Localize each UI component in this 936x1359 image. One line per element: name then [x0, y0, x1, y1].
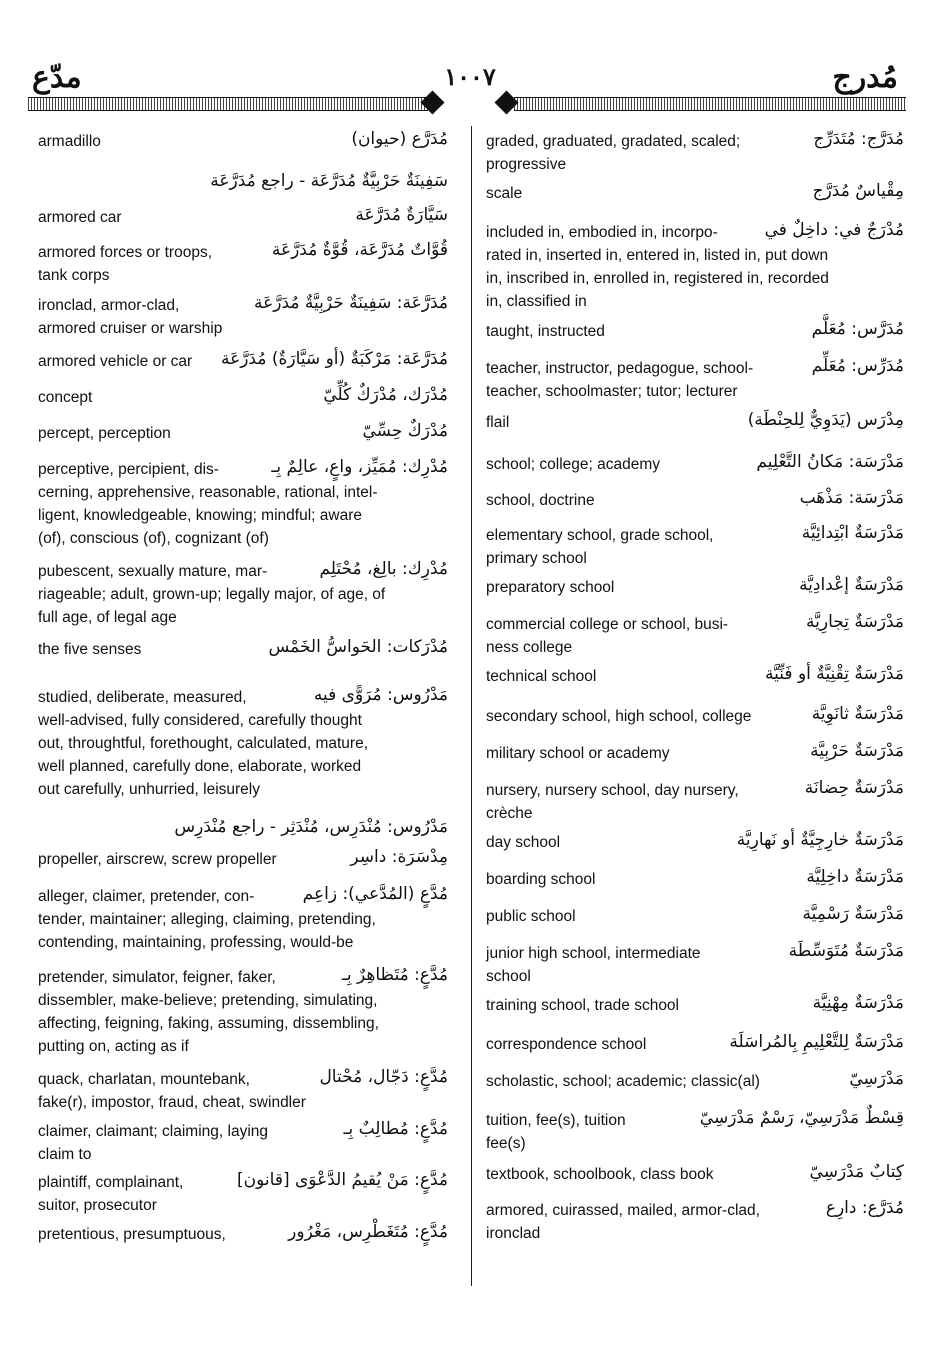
dictionary-entry [38, 1120, 448, 1166]
arabic-headword: مَدْرَسَةٌ تِجارِيَّة [802, 610, 904, 635]
rule-band-right [514, 97, 906, 111]
dictionary-entry [38, 966, 448, 1058]
dictionary-entry [486, 831, 904, 854]
guide-word-left: مدّع [32, 60, 82, 95]
english-definition: technical school [486, 668, 597, 685]
dictionary-entry [38, 386, 448, 409]
english-definition: armored, cuirassed, mailed, armor-clad, [486, 1202, 760, 1219]
english-definition: in, inscribed in, enrolled in, registered in, recorded [486, 270, 829, 287]
english-definition: ness college [486, 639, 573, 656]
arabic-headword: سَيَّارَةٌ مُدَرَّعَة [351, 203, 448, 228]
arabic-headword: مُدَّعٍ: مُتَظاهِرٌ بِـ [338, 963, 448, 988]
dictionary-entry [486, 411, 904, 434]
english-definition: scale [486, 185, 523, 202]
english-definition: pretentious, presumptuous, [38, 1226, 226, 1243]
dictionary-entry [486, 1109, 904, 1155]
arabic-headword: مَدْرَسَةٌ إعْدادِيَّة [795, 573, 904, 598]
english-definition: full age, of legal age [38, 609, 177, 626]
arabic-headword: مَدْرَسَةٌ ابْتِدائِيَّة [798, 521, 904, 546]
arabic-headword: مُدَّعٍ: مَنْ يُقيمُ الدَّعْوَى [قانون] [233, 1168, 448, 1193]
arabic-headword: مَدْرَسَة: مَذْهَب [796, 486, 904, 511]
english-definition: out, throughtful, forethought, calculated, mature, [38, 735, 369, 752]
dictionary-entry [486, 453, 904, 476]
dictionary-entry [38, 1068, 448, 1114]
arabic-headword: مَدْرَسَةٌ حِضانَة [801, 776, 904, 801]
english-definition: ligent, knowledgeable, knowing; mindful; aware [38, 507, 362, 524]
dictionary-entry [486, 1033, 904, 1056]
dictionary-entry [486, 576, 904, 599]
arabic-headword: مَدْرَسِيّ [845, 1067, 904, 1092]
arabic-headword: مُدَّعٍ: دَجّال، مُحْتال [315, 1065, 448, 1090]
dictionary-entry [486, 905, 904, 928]
dictionary-entry [38, 168, 448, 194]
english-definition: armored cruiser or warship [38, 320, 223, 337]
arabic-headword: مُدَرَّع: دارِع [822, 1196, 904, 1221]
dictionary-entry [486, 357, 904, 403]
page-header [0, 0, 936, 125]
english-definition: studied, deliberate, measured, [38, 689, 247, 706]
guide-word-right: مُدرج [832, 60, 898, 95]
dictionary-entry [486, 994, 904, 1017]
arabic-headword: مُدَّعٍ (المُدَّعي): زاعِم [299, 882, 448, 907]
arabic-headword: مَدْرَسَة: مَكانُ التَّعْلِيم [752, 450, 904, 475]
english-definition: rated in, inserted in, entered in, listed in, put down [486, 247, 829, 264]
english-definition: claimer, claimant; claiming, laying [38, 1123, 269, 1140]
arabic-headword: مِدْسَرَة: داسِر [346, 845, 448, 870]
dictionary-entry [486, 868, 904, 891]
english-definition: boarding school [486, 871, 596, 888]
dictionary-entry [486, 779, 904, 825]
arabic-headword: مُدَّعٍ: مُطالِبٌ بِـ [339, 1117, 448, 1142]
arabic-headword: مُدَرَّعَة: سَفِينَةٌ حَرْبِيَّةٌ مُدَرَّعَة [250, 291, 448, 316]
dictionary-entry [486, 524, 904, 570]
dictionary-entry [38, 350, 448, 373]
dictionary-entry [486, 942, 904, 988]
english-definition: contending, maintaining, professing, would-be [38, 934, 354, 951]
dictionary-entry [38, 458, 448, 550]
arabic-headword: مُدَرَّج: مُتَدَرِّج [809, 127, 904, 152]
english-definition: the five senses [38, 641, 142, 658]
english-definition: perceptive, percipient, dis- [38, 461, 219, 478]
english-definition: well planned, carefully done, elaborate, worked [38, 758, 362, 775]
english-definition: pubescent, sexually mature, mar- [38, 563, 268, 580]
english-definition: fake(r), impostor, fraud, cheat, swindler [38, 1094, 306, 1111]
english-definition: alleger, claimer, pretender, con- [38, 888, 255, 905]
arabic-headword: مَدْرَسَةٌ مُتَوَسِّطَة [785, 939, 904, 964]
dictionary-entry [38, 814, 448, 840]
english-definition: junior high school, intermediate [486, 945, 701, 962]
dictionary-entry [486, 130, 904, 176]
english-definition: school, doctrine [486, 492, 595, 509]
arabic-headword: مُدْرَك، مُدْرَكٌ كُلِّيّ [319, 383, 448, 408]
english-definition: out carefully, unhurried, leisurely [38, 781, 260, 798]
arabic-headword: مَدْرَسَةٌ داخِلِيَّة [802, 865, 904, 890]
dictionary-entry [38, 638, 448, 661]
dictionary-entry [486, 1163, 904, 1186]
dictionary-entry [38, 686, 448, 801]
dictionary-entry [38, 848, 448, 871]
arabic-headword: مَدْرَسَةٌ خارِجِيَّةٌ أو نَهارِيَّة [733, 828, 904, 853]
english-definition: claim to [38, 1146, 92, 1163]
arabic-headword: كِتابٌ مَدْرَسِيّ [806, 1160, 904, 1185]
dictionary-entry [38, 422, 448, 445]
arabic-headword-line: سَفِينَةٌ حَرْبِيَّةٌ مُدَرَّعَة - راجع مُدَرَّعَة [210, 171, 448, 191]
english-definition: ironclad [486, 1225, 541, 1242]
dictionary-entry [486, 489, 904, 512]
english-definition: graded, graduated, gradated, scaled; [486, 133, 741, 150]
arabic-headword: مَدْرُوس: مُرَوًّى فيه [310, 683, 448, 708]
english-definition: armored car [38, 209, 122, 226]
dictionary-entry [38, 560, 448, 629]
english-definition: secondary school, high school, college [486, 708, 752, 725]
arabic-headword: مِدْرَس (يَدَوِيٌّ لِلحِنْطَة) [744, 408, 904, 433]
arabic-headword: مَدْرَسَةٌ لِلتَّعْلِيمِ بِالمُراسَلَة [725, 1030, 904, 1055]
english-definition: armadillo [38, 133, 101, 150]
dictionary-entry [486, 320, 904, 343]
english-definition: riageable; adult, grown-up; legally major, of age, of [38, 586, 386, 603]
english-definition: elementary school, grade school, [486, 527, 714, 544]
arabic-headword: مُدْرَكات: الحَواسُّ الخَمْس [264, 635, 448, 660]
english-definition: tuition, fee(s), tuition [486, 1112, 626, 1129]
english-definition: in, classified in [486, 293, 587, 310]
english-definition: propeller, airscrew, screw propeller [38, 851, 277, 868]
arabic-headword: مُدَرَّع (حيوان) [347, 127, 448, 152]
english-definition: public school [486, 908, 576, 925]
dictionary-entry [38, 1171, 448, 1217]
english-definition: commercial college or school, busi- [486, 616, 729, 633]
english-definition: flail [486, 414, 510, 431]
arabic-headword: مُدَرِّس: مُعَلِّم [808, 354, 904, 379]
english-definition: nursery, nursery school, day nursery, [486, 782, 739, 799]
arabic-headword: مِقْياسٌ مُدَرَّج [809, 179, 904, 204]
arabic-headword: مُدْرِك: مُمَيِّز، واعٍ، عالِمٌ بِـ [267, 455, 448, 480]
dictionary-entry [486, 1070, 904, 1093]
english-definition: armored forces or troops, [38, 244, 213, 261]
english-definition: preparatory school [486, 579, 615, 596]
english-definition: well-advised, fully considered, carefully thought [38, 712, 362, 729]
arabic-headword: قُوَّاتٌ مُدَرَّعَة، قُوَّةٌ مُدَرَّعَة [268, 238, 448, 263]
english-definition: teacher, instructor, pedagogue, school- [486, 360, 754, 377]
english-definition: progressive [486, 156, 567, 173]
dictionary-entry [38, 1223, 448, 1246]
dictionary-entry [486, 742, 904, 765]
english-definition: quack, charlatan, mountebank, [38, 1071, 250, 1088]
english-definition: correspondence school [486, 1036, 647, 1053]
english-definition: putting on, acting as if [38, 1038, 189, 1055]
english-definition: affecting, feigning, faking, assuming, dissembling, [38, 1015, 379, 1032]
dictionary-entry [38, 130, 448, 153]
dictionary-entry [486, 705, 904, 728]
arabic-headword: مَدْرَسَةٌ مِهْنِيَّة [809, 991, 904, 1016]
english-definition: armored vehicle or car [38, 353, 193, 370]
english-definition: crèche [486, 805, 533, 822]
english-definition: tank corps [38, 267, 110, 284]
arabic-headword: مُدَّعٍ: مُتَغَطْرِس، مَغْرُور [284, 1220, 448, 1245]
english-definition: concept [38, 389, 93, 406]
english-definition: school; college; academy [486, 456, 661, 473]
arabic-headword: مَدْرَسَةٌ ثانَوِيَّة [808, 702, 904, 727]
dictionary-entry [38, 294, 448, 340]
arabic-headword: مُدْرِك: بالِغ، مُحْتَلِم [315, 557, 448, 582]
header-rule [28, 97, 906, 111]
dictionary-entry [486, 182, 904, 205]
english-definition: scholastic, school; academic; classic(al) [486, 1073, 760, 1090]
english-definition: ironclad, armor-clad, [38, 297, 180, 314]
dictionary-entry [486, 1199, 904, 1245]
arabic-headword: مُدَرَّس: مُعَلَّم [808, 317, 904, 342]
english-definition: included in, embodied in, incorpo- [486, 224, 718, 241]
english-definition: school [486, 968, 531, 985]
dictionary-entry [486, 665, 904, 688]
rule-band-left [28, 97, 428, 111]
english-definition: primary school [486, 550, 587, 567]
dictionary-entry [38, 206, 448, 229]
english-definition: percept, perception [38, 425, 171, 442]
english-definition: pretender, simulator, feigner, faker, [38, 969, 276, 986]
english-definition: military school or academy [486, 745, 670, 762]
arabic-headword: قِسْطٌ مَدْرَسِيّ، رَسْمٌ مَدْرَسِيّ [696, 1106, 904, 1131]
dictionary-entry [38, 885, 448, 954]
arabic-headword: مُدَرَّعَة: مَرْكَبَةٌ (أو سَيَّارَةٌ) مُدَرَّعَة [217, 347, 448, 372]
arabic-headword: مَدْرَسَةٌ تِقْنِيَّةٌ أو فَنِّيَّة [761, 662, 904, 687]
english-definition: tender, maintainer; alleging, claiming, pretending, [38, 911, 376, 928]
english-definition: taught, instructed [486, 323, 605, 340]
arabic-headword: مَدْرَسَةٌ رَسْمِيَّة [798, 902, 904, 927]
english-definition: suitor, prosecutor [38, 1197, 157, 1214]
english-definition: (of), conscious (of), cognizant (of) [38, 530, 269, 547]
english-definition: fee(s) [486, 1135, 526, 1152]
dictionary-entry [486, 221, 904, 313]
dictionary-entry [38, 241, 448, 287]
english-definition: cerning, apprehensive, reasonable, rational, intel- [38, 484, 378, 501]
arabic-headword: مَدْرَسَةٌ حَرْبِيَّة [806, 739, 904, 764]
arabic-headword-line: مَدْرُوس: مُنْدَرِس، مُنْدَثِر - راجع مُنْدَرِس [174, 817, 448, 837]
english-definition: day school [486, 834, 561, 851]
english-definition: teacher, schoolmaster; tutor; lecturer [486, 383, 738, 400]
english-definition: textbook, schoolbook, class book [486, 1166, 714, 1183]
arabic-headword: مُدْرَجٌ في: داخِلٌ في [761, 218, 904, 243]
arabic-headword: مُدْرَكٌ حِسِّيّ [359, 419, 449, 444]
english-definition: training school, trade school [486, 997, 680, 1014]
page-number: ١٠٠٧ [444, 62, 496, 91]
english-definition: plaintiff, complainant, [38, 1174, 184, 1191]
dictionary-entry [486, 613, 904, 659]
english-definition: dissembler, make-believe; pretending, simulating, [38, 992, 378, 1009]
column-divider [471, 126, 472, 1286]
